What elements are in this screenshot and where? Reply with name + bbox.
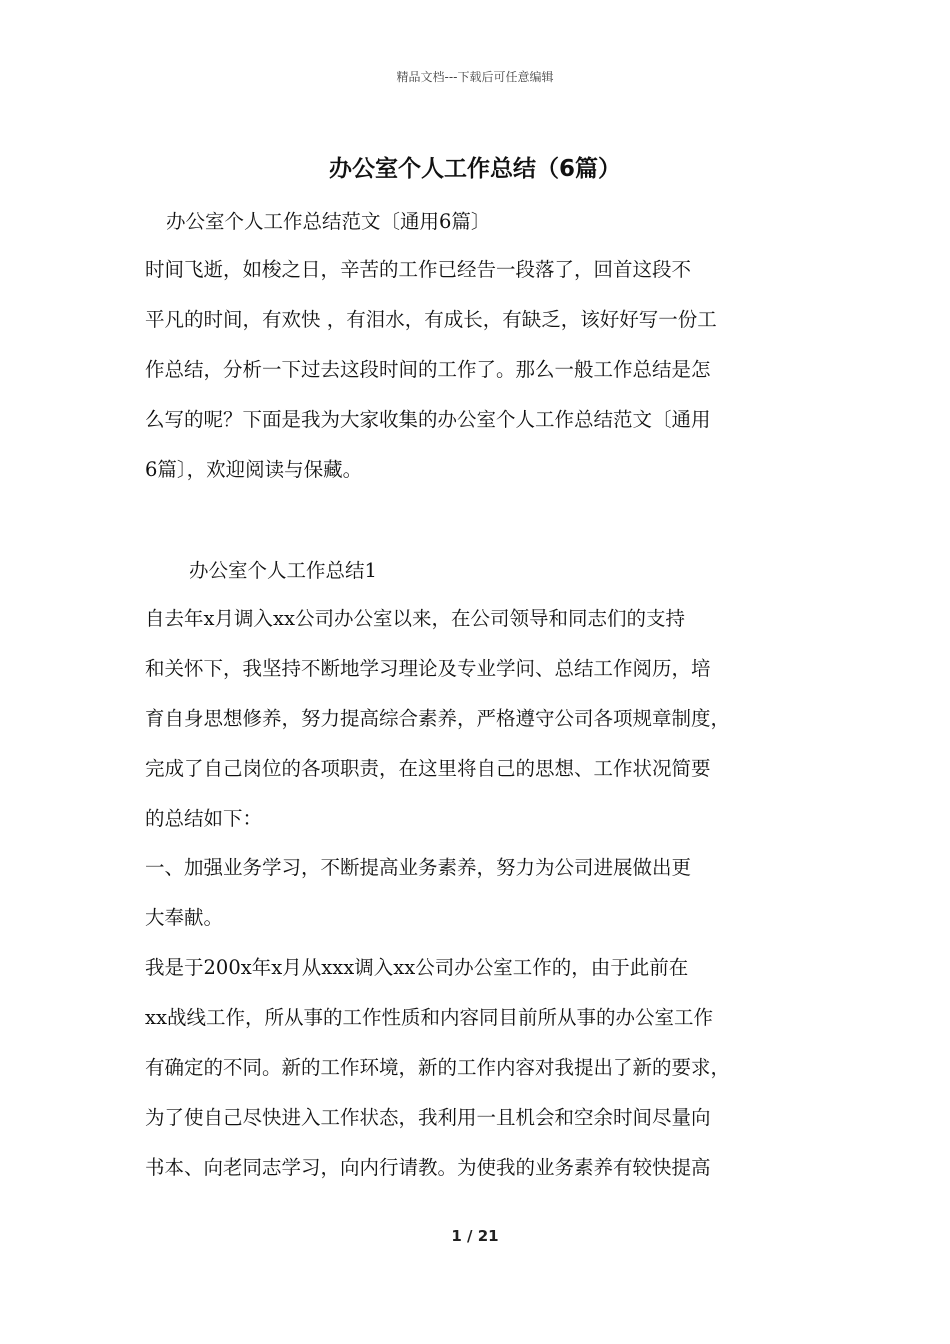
text-line: 有确定的不同。新的工作环境，新的工作内容对我提出了新的要求， <box>145 1056 731 1079</box>
text-line: 我是于200x年x月从xxx调入xx公司办公室工作的，由于此前在 <box>145 956 689 979</box>
document-title: 办公室个人工作总结（6篇） <box>328 156 621 182</box>
text-line: 一、加强业务学习，不断提高业务素养，努力为公司进展做出更 <box>145 856 692 879</box>
document-subtitle: 办公室个人工作总结范文〔通用6篇〕 <box>166 210 491 233</box>
text-line: 完成了自己岗位的各项职责，在这里将自己的思想、工作状况简要 <box>145 757 711 780</box>
text-line: 大奉献。 <box>145 906 224 929</box>
text-line: 育自身思想修养，努力提高综合素养，严格遵守公司各项规章制度， <box>145 707 731 730</box>
page-number: 1 / 21 <box>451 1227 499 1245</box>
text-line: 6篇〕，欢迎阅读与保藏。 <box>145 458 363 481</box>
text-line: 和关怀下，我坚持不断地学习理论及专业学问、总结工作阅历，培 <box>145 657 711 680</box>
text-line: 为了使自己尽快进入工作状态，我利用一且机会和空余时间尽量向 <box>145 1106 711 1129</box>
body-paragraph-1 <box>145 594 825 844</box>
text-line: 时间飞逝，如梭之日，辛苦的工作已经告一段落了，回首这段不 <box>145 258 692 281</box>
page-header: 精品文档---下载后可任意编辑 <box>396 70 554 84</box>
section-heading: 办公室个人工作总结1 <box>189 559 377 582</box>
text-line: 么写的呢？下面是我为大家收集的办公室个人工作总结范文〔通用 <box>145 408 711 431</box>
text-line: 书本、向老同志学习，向内行请教。为使我的业务素养有较快提高 <box>145 1156 711 1179</box>
text-line: xx战线工作，所从事的工作性质和内容同目前所从事的办公室工作 <box>145 1006 713 1029</box>
text-line: 作总结，分析一下过去这段时间的工作了。那么一般工作总结是怎 <box>145 358 711 381</box>
text-line: 自去年x月调入xx公司办公室以来，在公司领导和同志们的支持 <box>145 607 685 630</box>
text-line: 平凡的时间，有欢快 ，有泪水，有成长，有缺乏，该好好写一份工 <box>145 308 717 331</box>
intro-paragraph <box>145 245 825 495</box>
body-paragraph-2 <box>145 843 825 943</box>
text-line: 的总结如下： <box>145 807 263 830</box>
body-paragraph-3 <box>145 943 825 1193</box>
